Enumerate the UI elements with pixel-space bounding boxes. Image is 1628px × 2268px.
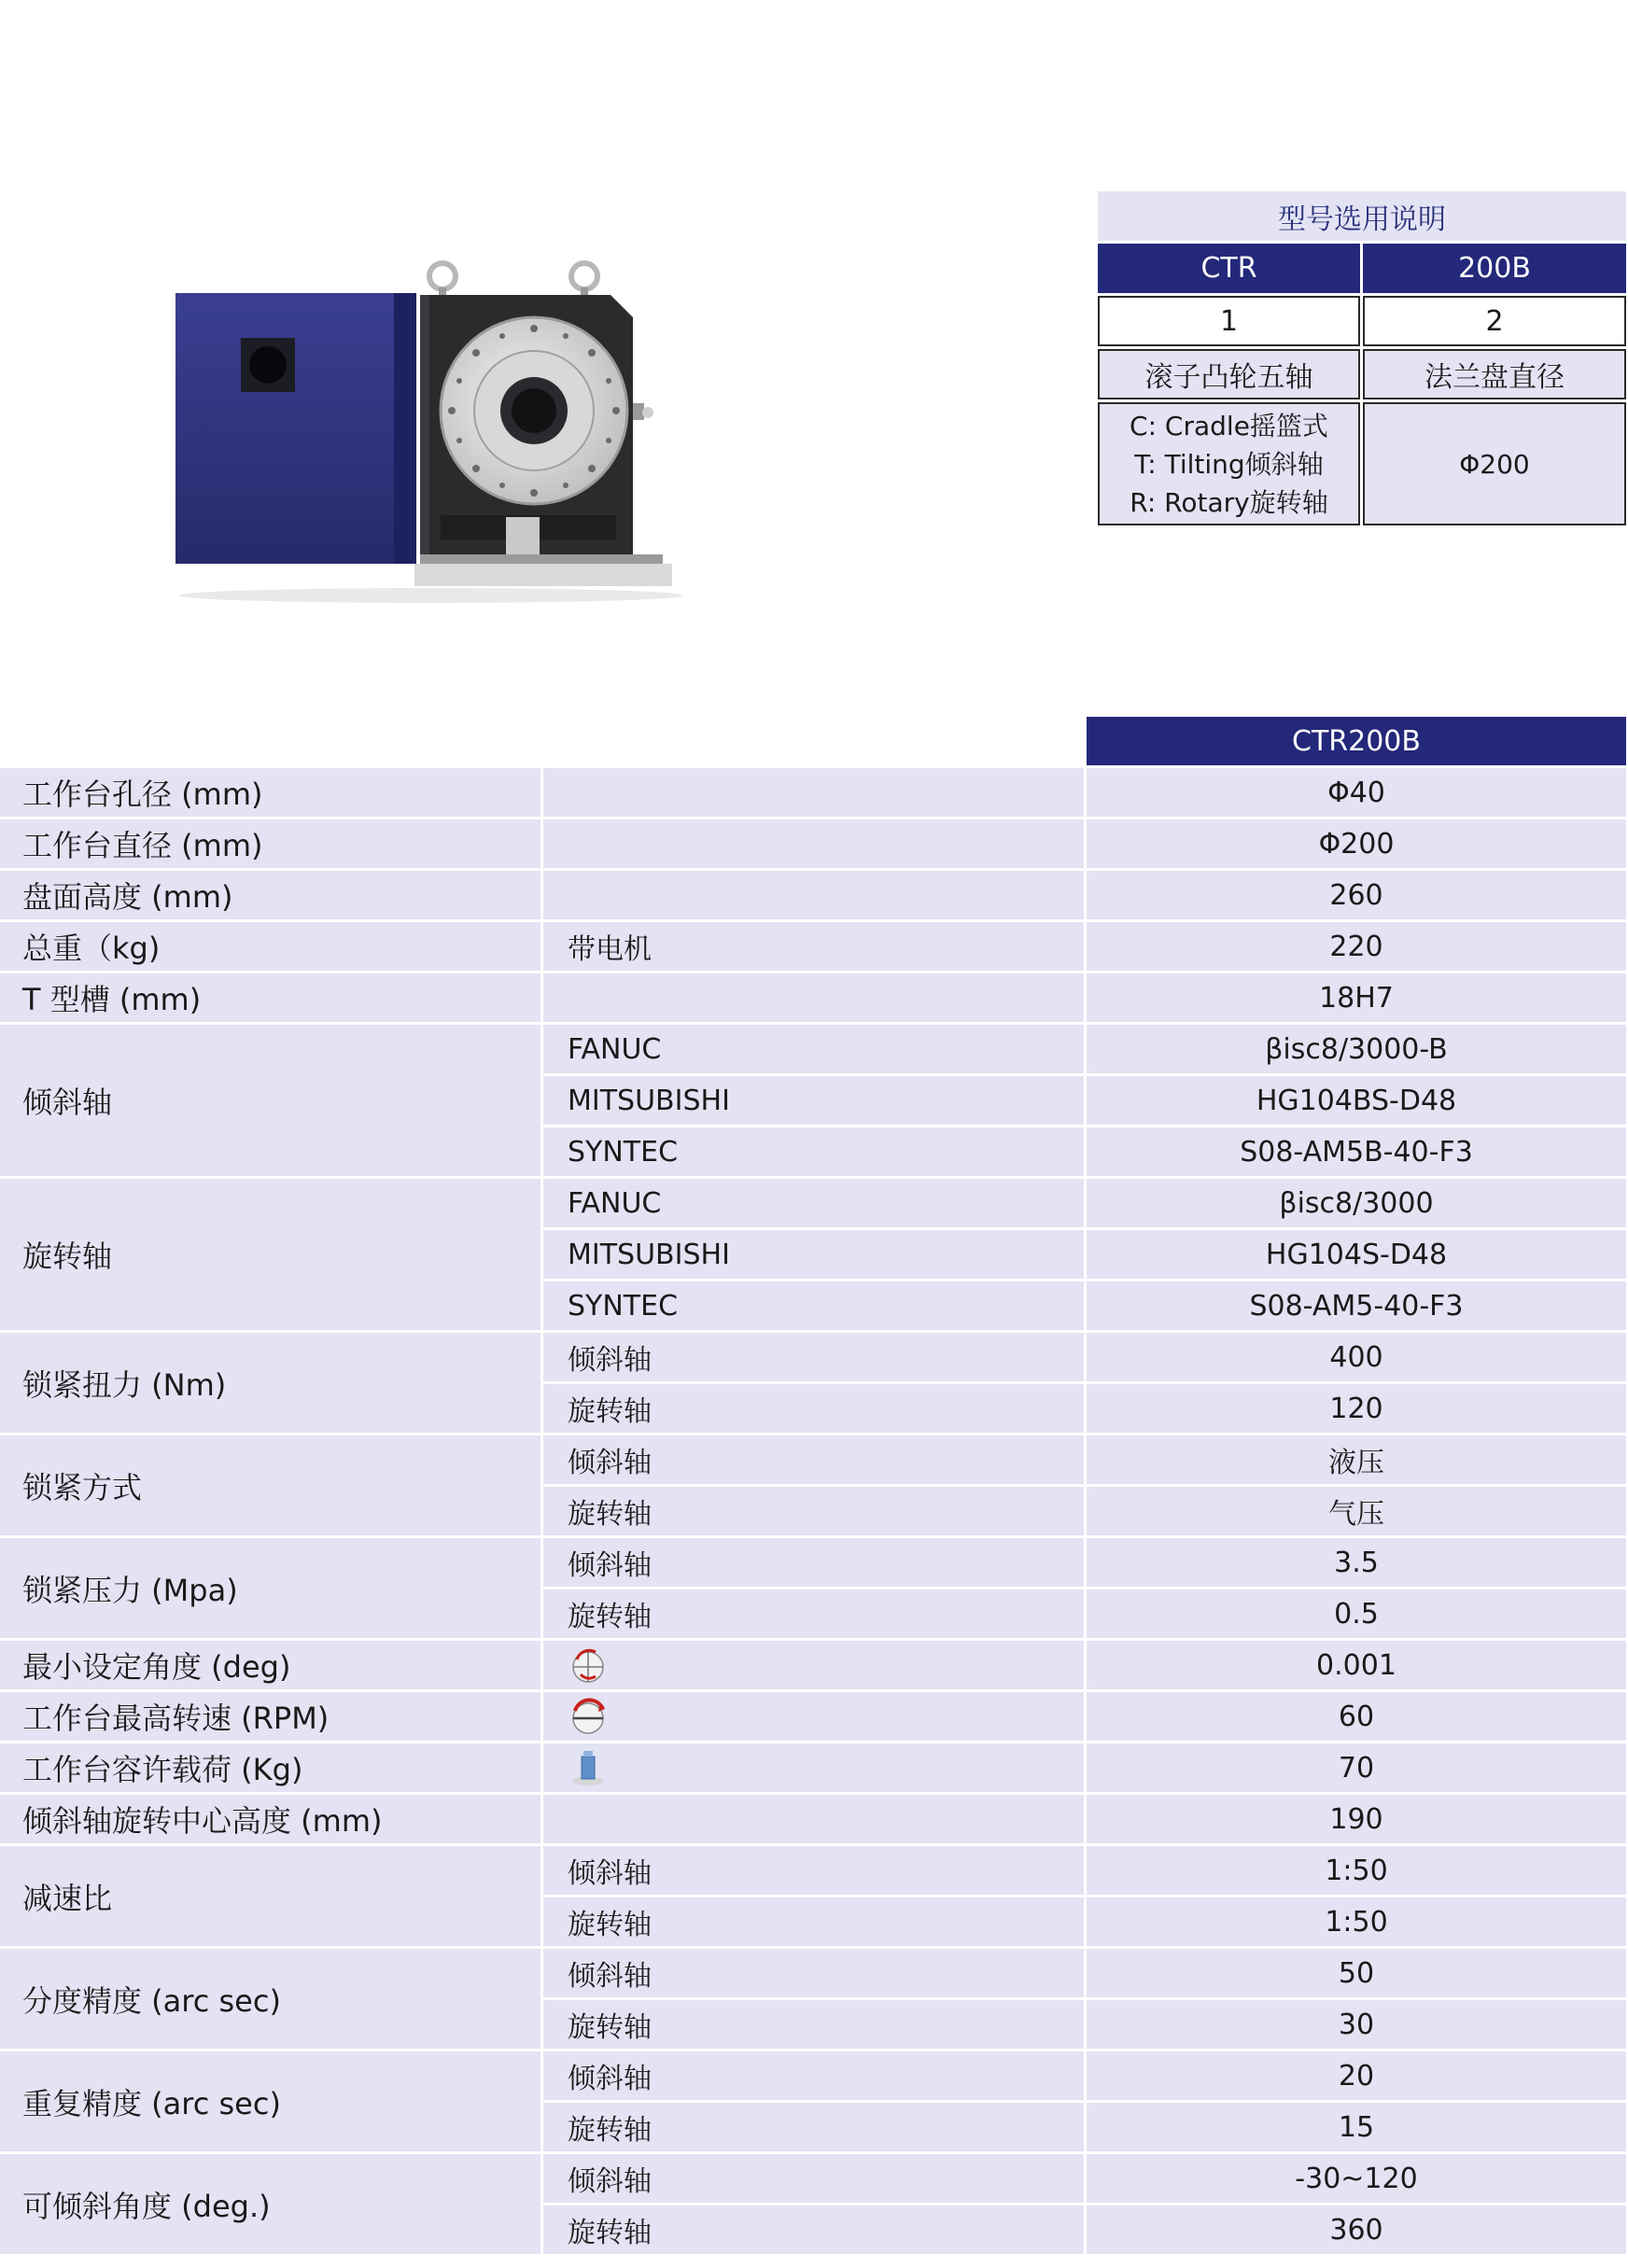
spec-row [0, 1795, 1626, 1843]
spec-sub-label: 倾斜轴 [543, 1949, 1084, 1997]
spec-value: 400 [1087, 1333, 1626, 1381]
spec-row [0, 1435, 1626, 1535]
spec-row [0, 871, 1626, 919]
product-image [170, 252, 693, 607]
model-table-title: 型号选用说明 [1098, 191, 1626, 241]
spec-sub-label: 带电机 [543, 922, 1084, 971]
spec-value: 15 [1087, 2103, 1626, 2151]
spec-value: S08-AM5B-40-F3 [1087, 1127, 1626, 1176]
spec-sub-label: SYNTEC [543, 1281, 1084, 1330]
spec-sub-label: MITSUBISHI [543, 1076, 1084, 1125]
spec-value: 1:50 [1087, 1846, 1626, 1895]
spec-value: 50 [1087, 1949, 1626, 1997]
spec-sub-label [543, 819, 1084, 868]
spec-sub-label: 旋转轴 [543, 1487, 1084, 1535]
spec-model-header: CTR200B [1087, 717, 1626, 765]
spec-value: βisc8/3000-B [1087, 1025, 1626, 1073]
spec-parameter-label: 工作台孔径 (mm) [0, 768, 540, 817]
model-index-2: 2 [1363, 296, 1626, 346]
spec-sub-label: 旋转轴 [543, 2000, 1084, 2049]
spec-sub-label: 倾斜轴 [543, 2154, 1084, 2203]
spec-value: 0.001 [1087, 1641, 1626, 1689]
model-type-list [1098, 402, 1360, 525]
spec-row [0, 1846, 1626, 1946]
spec-sub-label: 倾斜轴 [543, 1333, 1084, 1381]
spec-value: 20 [1087, 2051, 1626, 2100]
spec-value: S08-AM5-40-F3 [1087, 1281, 1626, 1330]
spec-parameter-label: 可倾斜角度 (deg.) [0, 2154, 540, 2254]
spec-parameter-label: 减速比 [0, 1846, 540, 1946]
spec-sub-label [543, 973, 1084, 1022]
spec-row [0, 2051, 1626, 2151]
spec-value: 30 [1087, 2000, 1626, 2049]
spec-row [0, 973, 1626, 1022]
spec-sub-label [543, 1795, 1084, 1843]
spec-parameter-label: 锁紧方式 [0, 1435, 540, 1535]
spec-sub-label: 旋转轴 [543, 2205, 1084, 2254]
spec-value: 3.5 [1087, 1538, 1626, 1587]
spec-sub-label: 旋转轴 [543, 1384, 1084, 1433]
spec-sub-label [543, 871, 1084, 919]
model-code-series: CTR [1098, 244, 1360, 293]
spec-value: 70 [1087, 1743, 1626, 1792]
spec-value: Φ40 [1087, 768, 1626, 817]
spec-row [0, 1949, 1626, 2049]
spec-parameter-label: 锁紧扭力 (Nm) [0, 1333, 540, 1433]
spec-parameter-label: 盘面高度 (mm) [0, 871, 540, 919]
spec-value: 60 [1087, 1692, 1626, 1741]
model-selection-table [1098, 191, 1626, 525]
angle-icon [543, 1641, 1084, 1689]
spec-row [0, 922, 1626, 971]
spec-parameter-label: 倾斜轴旋转中心高度 (mm) [0, 1795, 540, 1843]
model-type-tilting: T: Tilting倾斜轴 [1134, 448, 1324, 480]
spec-value: 220 [1087, 922, 1626, 971]
spec-sub-label: FANUC [543, 1025, 1084, 1073]
model-code-size: 200B [1363, 244, 1626, 293]
spec-value: -30~120 [1087, 2154, 1626, 2203]
spec-value: Φ200 [1087, 819, 1626, 868]
spec-parameter-label: 分度精度 (arc sec) [0, 1949, 540, 2049]
load-icon [543, 1743, 1084, 1792]
spec-row [0, 1025, 1626, 1176]
spec-parameter-label: 工作台最高转速 (RPM) [0, 1692, 540, 1741]
spec-row [0, 768, 1626, 817]
spec-row [0, 1333, 1626, 1433]
spec-parameter-label: 工作台直径 (mm) [0, 819, 540, 868]
spec-sub-label: SYNTEC [543, 1127, 1084, 1176]
spec-value: HG104BS-D48 [1087, 1076, 1626, 1125]
spec-value: 液压 [1087, 1435, 1626, 1484]
spec-parameter-label: 工作台容许载荷 (Kg) [0, 1743, 540, 1792]
spec-table [0, 717, 1626, 2254]
spec-row [0, 1743, 1626, 1792]
spec-value: 260 [1087, 871, 1626, 919]
model-type-cradle: C: Cradle摇篮式 [1130, 410, 1328, 441]
spec-row [0, 1641, 1626, 1689]
model-label-size: 法兰盘直径 [1363, 349, 1626, 399]
spec-row [0, 1538, 1626, 1638]
spec-sub-label [543, 768, 1084, 817]
spec-value: 0.5 [1087, 1589, 1626, 1638]
spec-parameter-label: 旋转轴 [0, 1179, 540, 1330]
spec-sub-label: FANUC [543, 1179, 1084, 1227]
speed-icon [543, 1692, 1084, 1741]
spec-sub-label: 倾斜轴 [543, 2051, 1084, 2100]
model-type-rotary: R: Rotary旋转轴 [1130, 486, 1328, 518]
spec-value: 气压 [1087, 1487, 1626, 1535]
spec-sub-label: 旋转轴 [543, 1589, 1084, 1638]
spec-value: βisc8/3000 [1087, 1179, 1626, 1227]
spec-parameter-label: 重复精度 (arc sec) [0, 2051, 540, 2151]
spec-value: 120 [1087, 1384, 1626, 1433]
spec-parameter-label: T 型槽 (mm) [0, 973, 540, 1022]
spec-parameter-label: 总重（kg) [0, 922, 540, 971]
model-diameter: Φ200 [1363, 402, 1626, 525]
spec-parameter-label: 倾斜轴 [0, 1025, 540, 1176]
spec-parameter-label: 最小设定角度 (deg) [0, 1641, 540, 1689]
spec-parameter-label: 锁紧压力 (Mpa) [0, 1538, 540, 1638]
spec-value: 1:50 [1087, 1897, 1626, 1946]
spec-sub-label: 旋转轴 [543, 2103, 1084, 2151]
spec-value: HG104S-D48 [1087, 1230, 1626, 1279]
spec-row [0, 1692, 1626, 1741]
spec-sub-label: 倾斜轴 [543, 1538, 1084, 1587]
spec-row [0, 1179, 1626, 1330]
spec-sub-label: 倾斜轴 [543, 1846, 1084, 1895]
model-label-series: 滚子凸轮五轴 [1098, 349, 1360, 399]
spec-value: 360 [1087, 2205, 1626, 2254]
model-index-1: 1 [1098, 296, 1360, 346]
spec-row [0, 2154, 1626, 2254]
spec-value: 18H7 [1087, 973, 1626, 1022]
spec-sub-label: 倾斜轴 [543, 1435, 1084, 1484]
spec-value: 190 [1087, 1795, 1626, 1843]
spec-row [0, 819, 1626, 868]
spec-sub-label: MITSUBISHI [543, 1230, 1084, 1279]
spec-sub-label: 旋转轴 [543, 1897, 1084, 1946]
